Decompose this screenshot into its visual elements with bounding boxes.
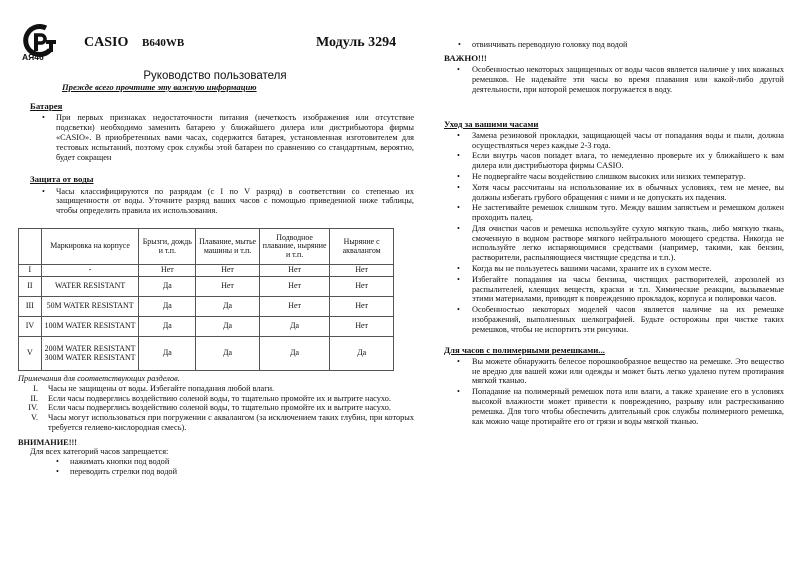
list-item: • Не подвергайте часы воздействию слишком высоких или низких температур. [444,172,784,182]
note-text: Часы не защищены от воды. Избегайте попадания любой влаги. [48,383,275,393]
table-cell: Нет [259,265,329,277]
table-cell: WATER RESISTANT [41,277,139,297]
table-cell: Нет [330,317,394,337]
important-list [444,65,784,94]
table-cell: Да [139,297,196,317]
table-cell: Да [330,337,394,371]
polymer-list [444,357,784,426]
note-number: I. [33,383,38,393]
list-item: • Вы можете обнаружить белесое порошкообразное вещество на ремешке. Это вещество не вредно для вашей кожи или одежды и может быть легко удалено путем протирания мягкой тканью. [444,357,784,386]
table-cell: Да [259,317,329,337]
table-cell: Да [196,297,260,317]
list-item: • Замена резиновой прокладки, защищающей часы от попадания воды и пыли, должна осуществляться через каждые 2-3 года. [444,131,784,151]
page-subtitle: Прежде всего прочтите эту важную информацию [62,82,257,92]
note-number: IV. [28,403,38,413]
notes-title: Примечания для соответствующих разделов. [18,374,180,383]
brand-name: CASIO [84,35,129,50]
table-cell: Нет [259,297,329,317]
list-item [18,384,414,394]
certification-code: АЯ46 [22,52,44,62]
table-cell: Нет [196,265,260,277]
table-cell: IV [19,317,42,337]
list-item: • Не застегивайте ремешок слишком туго. Между вашим запястьем и ремешком должен проходить палец. [444,203,784,223]
water-resistance-table [18,228,394,371]
table-cell: Нет [196,277,260,297]
notes-list [18,384,414,433]
model-number: B640WB [142,37,185,49]
table-cell: Да [196,337,260,371]
list-item: • Когда вы не пользуетесь вашими часами, храните их в сухом месте. [444,264,784,274]
page-title: Руководство пользователя [143,70,287,82]
polymer-heading: Для часов с полимерными ремешками... [444,344,605,355]
list-item: • Часы классифицируются по разрядам (с I по V разряд) в соответствии со степенью их защищенности от воды. Уточните разряд ваших часов с помощью приведенной ниже таблицы, чтобы определить правила их использования. [30,187,414,216]
care-heading: Уход за вашими часами [444,118,539,129]
list-item: • отвинчивать переводную головку под водой [432,40,784,50]
list-item: • Хотя часы рассчитаны на использование их в обычных условиях, тем не менее, вы должны избегать грубого обращения с ними и не допускать их падения. [444,183,784,203]
left-column [18,101,414,477]
important-heading: ВАЖНО!!! [444,52,487,63]
list-item: • Особенностью некоторых защищенных от воды часов является наличие у них кожаных ремешков. Не надевайте эти часы во время плавания или какой-либо другой деятельности, при которой ремешок погружается в воду. [444,65,784,94]
note-text: Если часы подверглись воздействию соленой воды, то тщательно промойте их и вытрите насухо. [48,403,391,413]
list-item [18,413,414,433]
table-cell: Да [196,317,260,337]
table-cell: 200M WATER RESISTANT 300M WATER RESISTANT [41,337,139,371]
list-item: • Попадание на полимерный ремешок пота или влаги, а также хранение его в условиях высокой влажности может привести к повреждению, разрыву или растрескиванию ремешка. Для того чтобы обеспечить длительный срок службы полимерного ремешка, как можно чаще протирайте его от грязи и воды мягкой тканью. [444,387,784,426]
table-cell: II [19,277,42,297]
table-cell: Нет [259,277,329,297]
battery-heading: Батарея [30,101,63,111]
warning-list [30,457,414,477]
list-item: • нажимать кнопки под водой [30,457,414,467]
table-row [19,265,394,277]
table-header-cell [19,229,42,265]
table-header-cell: Плавание, мытье машины и т.п. [196,229,260,265]
table-cell: I [19,265,42,277]
warning-intro: Для всех категорий часов запрещается: [30,447,169,457]
table-cell: Да [259,337,329,371]
table-header-cell: Маркировка на корпусе [41,229,139,265]
water-heading: Защита от воды [30,174,94,185]
list-item [18,394,414,404]
note-text: Часы могут использоваться при погружении с аквалангом (за исключением таких глубин, при которых требуется гелиево-кислородная смесь). [48,413,414,432]
table-header-cell: Брызги, дождь и т.п. [139,229,196,265]
table-row [19,337,394,371]
table-row [19,297,394,317]
table-header-row [19,229,394,265]
list-item: • Для очистки часов и ремешка используйте сухую мягкую ткань, либо мягкую ткань, смоченную в водном растворе мягкого нейтрального моющего средства. Никогда не используйте легко испаряющимися средствами (например, такими, как бензин, растворители, распыляющиеся чистящие средства и т.п.). [444,224,784,263]
note-number: V. [31,413,38,423]
table-row [19,277,394,297]
table-cell: Да [139,277,196,297]
warning-list-continued [432,40,784,50]
note-text: Если часы подверглись воздействию соленой воды, то тщательно промойте их и вытрите насухо. [48,393,391,403]
right-column [444,40,784,427]
table-cell: Да [139,337,196,371]
table-header-cell: Ныряние с аквалангом [330,229,394,265]
battery-list [30,113,414,162]
list-item: • Избегайте попадания на часы бензина, чистящих растворителей, аэрозолей из распылителей, клеящих веществ, краски и т.п. Химические реакции, вызываемые этими материалами, приводят к повреждению прокладок, корпуса и полировки часов. [444,275,784,304]
note-number: II. [30,393,38,403]
table-cell: V [19,337,42,371]
list-item: • Особенностью некоторых моделей часов является наличие на их ремешке изображений, выполненных шелкографией. Будьте осторожны при чистке таких ремешков, чтобы не испортить эти рисунки. [444,305,784,334]
list-item: • переводить стрелки под водой [30,467,414,477]
list-item [18,403,414,413]
list-item: • При первых признаках недостаточности питания (нечеткость изображения или отсутствие подсветки) необходимо заменить батарею у ближайшего дилера или дистрибьютора фирмы «CASIO». В приобретенных вами часах, содержится батарея, установленная изготовителем для тестовых испытаний, поэтому срок службы этой батареи по сравнению со стандартным, вероятно, будет сокращен [30,113,414,162]
table-header-cell: Подводное плавание, ныряние и т.п. [259,229,329,265]
table-cell: Нет [330,277,394,297]
water-list [30,187,414,216]
table-cell: - [41,265,139,277]
table-cell: 50M WATER RESISTANT [41,297,139,317]
list-item: • Если внутрь часов попадет влага, то немедленно проверьте их у ближайшего к вам дилера или дистрибьютора фирмы CASIO. [444,151,784,171]
table-cell: Нет [330,265,394,277]
table-cell: 100M WATER RESISTANT [41,317,139,337]
care-list [444,131,784,335]
table-cell: III [19,297,42,317]
table-cell: Нет [139,265,196,277]
module-number: Модуль 3294 [316,35,397,50]
table-cell: Нет [330,297,394,317]
table-row [19,317,394,337]
table-cell: Да [139,317,196,337]
warning-title: ВНИМАНИЕ!!! [18,437,77,447]
